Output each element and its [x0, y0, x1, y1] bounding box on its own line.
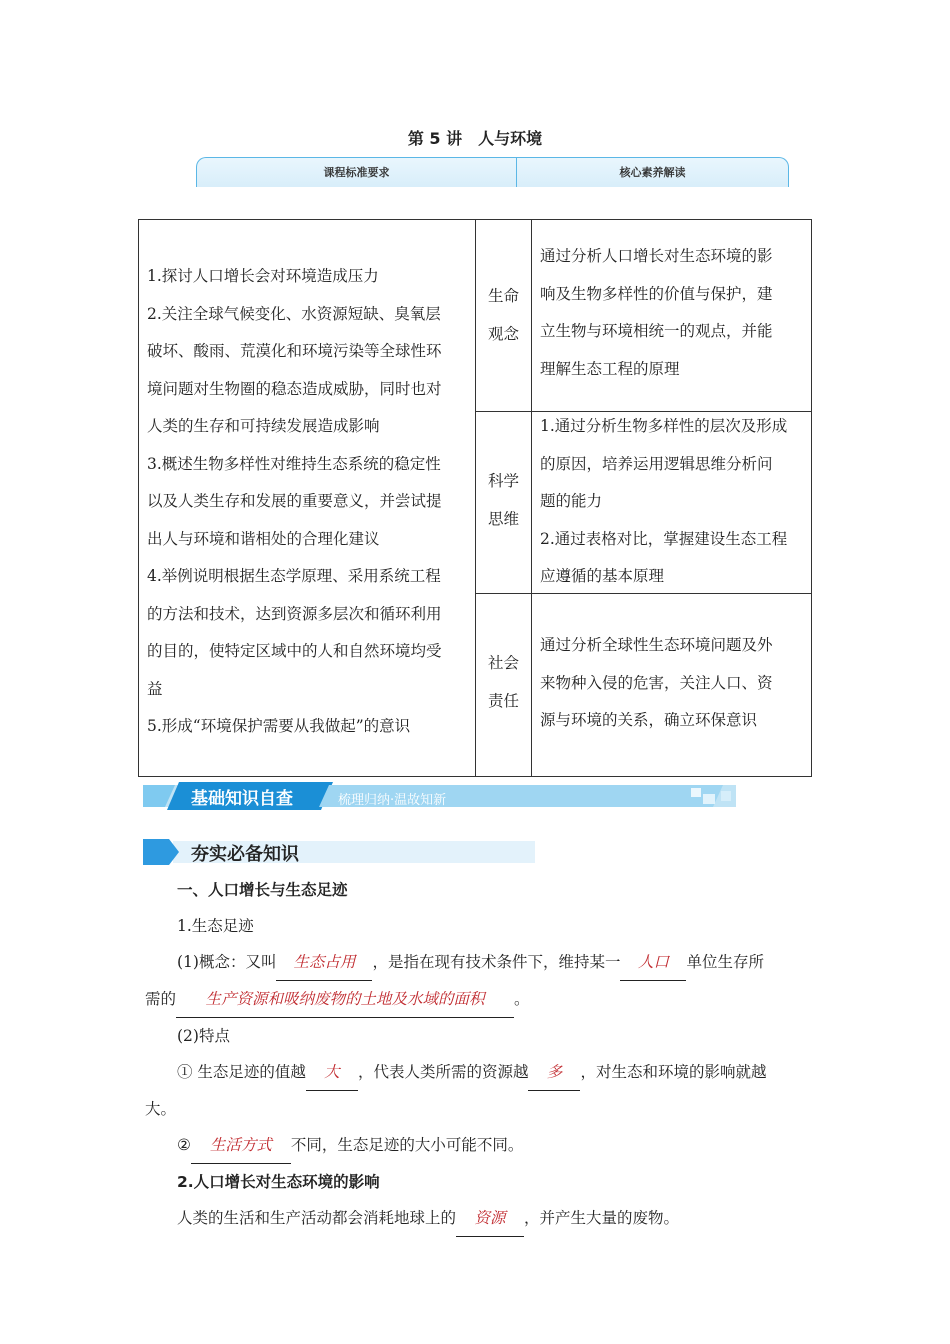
heading-population-footprint: 一、人口增长与生态足迹 — [177, 881, 348, 899]
req-line: 4.举例说明根据生态学原理、采用系统工程 — [147, 567, 441, 585]
paragraph-concept-cont: 需的 生产资源和吸纳废物的土地及水域的面积 。 — [145, 981, 810, 1018]
paragraph-impact: 人类的生活和生产活动都会消耗地球上的 资源 ，并产生大量的废物。 — [145, 1200, 810, 1237]
req-line: 1.探讨人口增长会对环境造成压力 — [147, 267, 379, 285]
category-social-responsibility: 社会 责任 — [487, 654, 519, 710]
req-line: 破坏、酸雨、荒漠化和环境污染等全球性环 — [147, 342, 442, 360]
req-line: 人类的生存和可持续发展造成影响 — [147, 417, 380, 435]
req-line: 2.关注全球气候变化、水资源短缺、臭氧层 — [147, 304, 441, 323]
heading-population-impact: 2.人口增长对生态环境的影响 — [177, 1173, 380, 1191]
req-line: 3.概述生物多样性对维持生态系统的稳定性 — [147, 454, 441, 473]
banner-title: 基础知识自查 — [191, 789, 293, 809]
paragraph-concept: (1)概念：又叫 生态占用 ，是指在现有技术条件下，维持某一 人口 单位生存所 — [145, 944, 810, 981]
category-scientific-thinking: 科学 思维 — [487, 472, 519, 528]
req-line: 的方法和技术，达到资源多层次和循环利用 — [147, 604, 442, 623]
req-line: 的目的，使特定区域中的人和自然环境均受 — [147, 642, 442, 660]
req-line: 以及人类生存和发展的重要意义，并尝试提 — [147, 492, 442, 510]
table-header-bar — [196, 157, 789, 187]
blank-answer: 生产资源和吸纳废物的土地及水域的面积 — [176, 981, 514, 1018]
heading-ecological-footprint: 1.生态足迹 — [177, 917, 254, 935]
section-banner — [143, 779, 736, 813]
scientific-thinking-text: 1.通过分析生物多样性的层次及形成 的原因，培养运用逻辑思维分析问 题的能力 2.通过表格对比，掌握建设生态工程 应遵循的基本原理 — [540, 417, 788, 585]
req-line: 境问题对生物圈的稳态造成威胁，同时也对 — [147, 379, 442, 398]
blank-answer: 大 — [306, 1054, 358, 1091]
header-curriculum-standards: 课程标准要求 — [323, 166, 390, 179]
req-line: 出人与环境和谐相处的合理化建议 — [147, 529, 380, 548]
blank-answer: 资源 — [456, 1200, 524, 1237]
blank-answer: 生活方式 — [191, 1127, 291, 1164]
heading-features: (2)特点 — [177, 1027, 230, 1045]
req-line: 5.形成“环境保护需要从我做起”的意识 — [147, 717, 411, 735]
life-concept-text: 通过分析人口增长对生态环境的影 响及生物多样性的价值与保护，建 立生物与环境相统一的观点，并能 理解生态工程的原理 — [540, 247, 773, 378]
paragraph-feature-1: ① 生态足迹的值越 大 ，代表人类所需的资源越 多 ，对生态和环境的影响就越 — [145, 1054, 810, 1091]
standards-table — [138, 219, 812, 777]
page-title: 第 5 讲 人与环境 — [407, 129, 543, 148]
content-body — [145, 872, 810, 1237]
curriculum-requirements — [147, 258, 469, 746]
paragraph-feature-1-cont: 大。 — [145, 1100, 177, 1118]
header-core-literacy: 核心素养解读 — [619, 166, 686, 179]
blank-answer: 多 — [528, 1054, 580, 1091]
blank-answer: 生态占用 — [276, 944, 372, 981]
banner-subtitle: 梳理归纳·温故知新 — [338, 793, 447, 808]
blank-answer: 人口 — [620, 944, 686, 981]
category-life-concept: 生命 观念 — [487, 287, 519, 343]
req-line: 益 — [147, 679, 163, 698]
section-heading — [143, 839, 535, 865]
social-responsibility-text: 通过分析全球性生态环境问题及外 来物种入侵的危害，关注人口、资 源与环境的关系，确立环保意识 — [540, 636, 773, 729]
paragraph-feature-2: ② 生活方式 不同，生态足迹的大小可能不同。 — [145, 1127, 810, 1164]
section-title: 夯实必备知识 — [191, 844, 299, 865]
